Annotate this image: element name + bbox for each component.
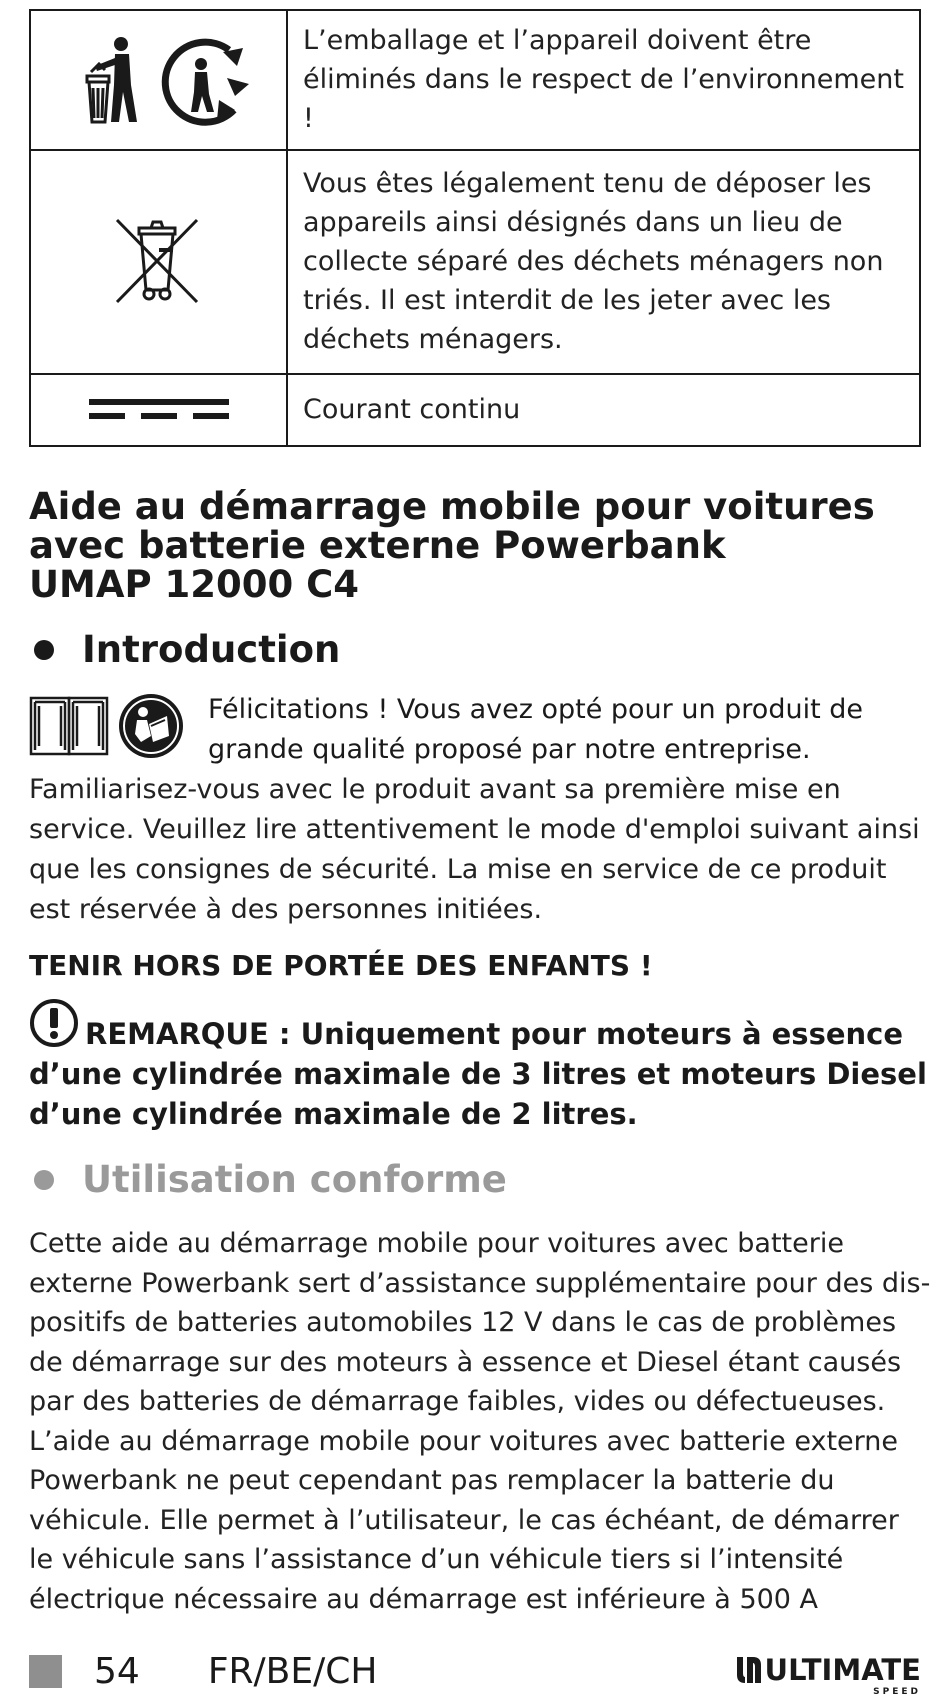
heading-label: Introduction xyxy=(82,628,341,671)
title-line: avec batterie externe Powerbank xyxy=(29,524,726,567)
symbol-cell xyxy=(30,10,287,150)
text-line: déchets ménagers. xyxy=(303,323,563,355)
heading-label: Utilisation conforme xyxy=(82,1158,507,1201)
text-line: de démarrage sur des moteurs à essence et Diesel étant causés xyxy=(29,1346,902,1378)
title-line: Aide au démarrage mobile pour voitures xyxy=(29,485,875,528)
symbol-text xyxy=(287,150,920,374)
symbols-row xyxy=(30,10,920,150)
text-line: Courant continu xyxy=(303,393,521,425)
remark-block xyxy=(29,998,927,1134)
text-line: L’emballage et l’appareil doivent être xyxy=(303,24,812,56)
text-line: électrique nécessaire au démarrage est inférieure à 500 A xyxy=(29,1583,819,1615)
text-line: Vous êtes légalement tenu de déposer les xyxy=(303,167,872,199)
symbol-cell xyxy=(30,374,287,446)
remark-line: d’une cylindrée maximale de 3 litres et moteurs Diesel xyxy=(29,1057,927,1091)
text-line: appareils ainsi désignés dans un lieu de xyxy=(303,206,843,238)
text-line: Familiarisez-vous avec le produit avant sa première mise en xyxy=(29,774,841,805)
exclamation-icon xyxy=(29,998,79,1048)
manual-page xyxy=(29,9,931,1619)
text-line: collecte séparé des déchets ménagers non xyxy=(303,245,884,277)
footer-marker xyxy=(29,1655,62,1688)
page-footer xyxy=(29,1650,921,1697)
text-line: Powerbank ne peut cependant pas remplacer la batterie du xyxy=(29,1465,835,1496)
symbol-text xyxy=(287,374,920,446)
remark-line: REMARQUE : Uniquement pour moteurs à essence xyxy=(85,1017,904,1051)
title-line: UMAP 12000 C4 xyxy=(29,563,360,606)
text-line: Cette aide au démarrage mobile pour voitures avec batterie xyxy=(29,1228,844,1259)
symbols-row xyxy=(30,150,920,374)
usage-heading xyxy=(29,1158,921,1202)
text-line: triés. Il est interdit de les jeter avec les xyxy=(303,284,832,316)
crossed-bin-icon xyxy=(109,212,209,312)
recycle-disposal-icon xyxy=(59,30,259,130)
product-title xyxy=(29,487,921,604)
text-line: externe Powerbank sert d’assistance supplémentaire pour des dis- xyxy=(29,1267,931,1299)
brand-name xyxy=(764,1653,921,1697)
text-line: positifs de batteries automobiles 12 V dans le cas de problèmes xyxy=(29,1307,897,1338)
text-line: service. Veuillez lire attentivement le mode d'emploi suivant ainsi xyxy=(29,814,920,845)
symbols-row xyxy=(30,374,920,446)
bullet-icon xyxy=(34,640,54,660)
language-codes: FR/BE/CH xyxy=(207,1650,378,1692)
text-line: véhicule. Elle permet à l’utilisateur, le cas échéant, de démarrer xyxy=(29,1504,899,1536)
text-line: par des batteries de démarrage faibles, vides ou défectueuses. xyxy=(29,1386,886,1417)
symbol-text xyxy=(287,10,920,150)
text-line: L’aide au démarrage mobile pour voitures avec batterie externe xyxy=(29,1425,899,1457)
brand-sub: SPEED xyxy=(873,1687,921,1697)
ultimate-logo-icon xyxy=(733,1653,765,1687)
intro-body xyxy=(29,770,921,930)
child-warning: TENIR HORS DE PORTÉE DES ENFANTS ! xyxy=(29,949,653,982)
read-manual-icon xyxy=(29,690,189,762)
brand-logo xyxy=(733,1653,921,1697)
text-line: est réservée à des personnes initiées. xyxy=(29,894,543,925)
brand-label: ULTIMATE xyxy=(764,1653,921,1687)
text-line: que les consignes de sécurité. La mise en service de ce produit xyxy=(29,854,887,885)
text-line: le véhicule sans l’assistance d’un véhicule tiers si l’intensité xyxy=(29,1544,844,1575)
introduction-heading xyxy=(29,628,921,672)
direct-current-icon xyxy=(89,395,229,425)
text-line: Félicitations ! Vous avez opté pour un produit de xyxy=(208,694,864,725)
introduction-block xyxy=(29,690,921,930)
bullet-icon xyxy=(34,1170,54,1190)
page-number: 54 xyxy=(94,1650,140,1692)
symbol-cell xyxy=(30,150,287,374)
usage-body xyxy=(29,1224,931,1619)
symbols-table xyxy=(29,9,921,447)
text-line: grande qualité proposé par notre entreprise. xyxy=(208,734,811,765)
text-line: éliminés dans le respect de l’environnement ! xyxy=(303,63,904,134)
remark-line: d’une cylindrée maximale de 2 litres. xyxy=(29,1097,638,1131)
